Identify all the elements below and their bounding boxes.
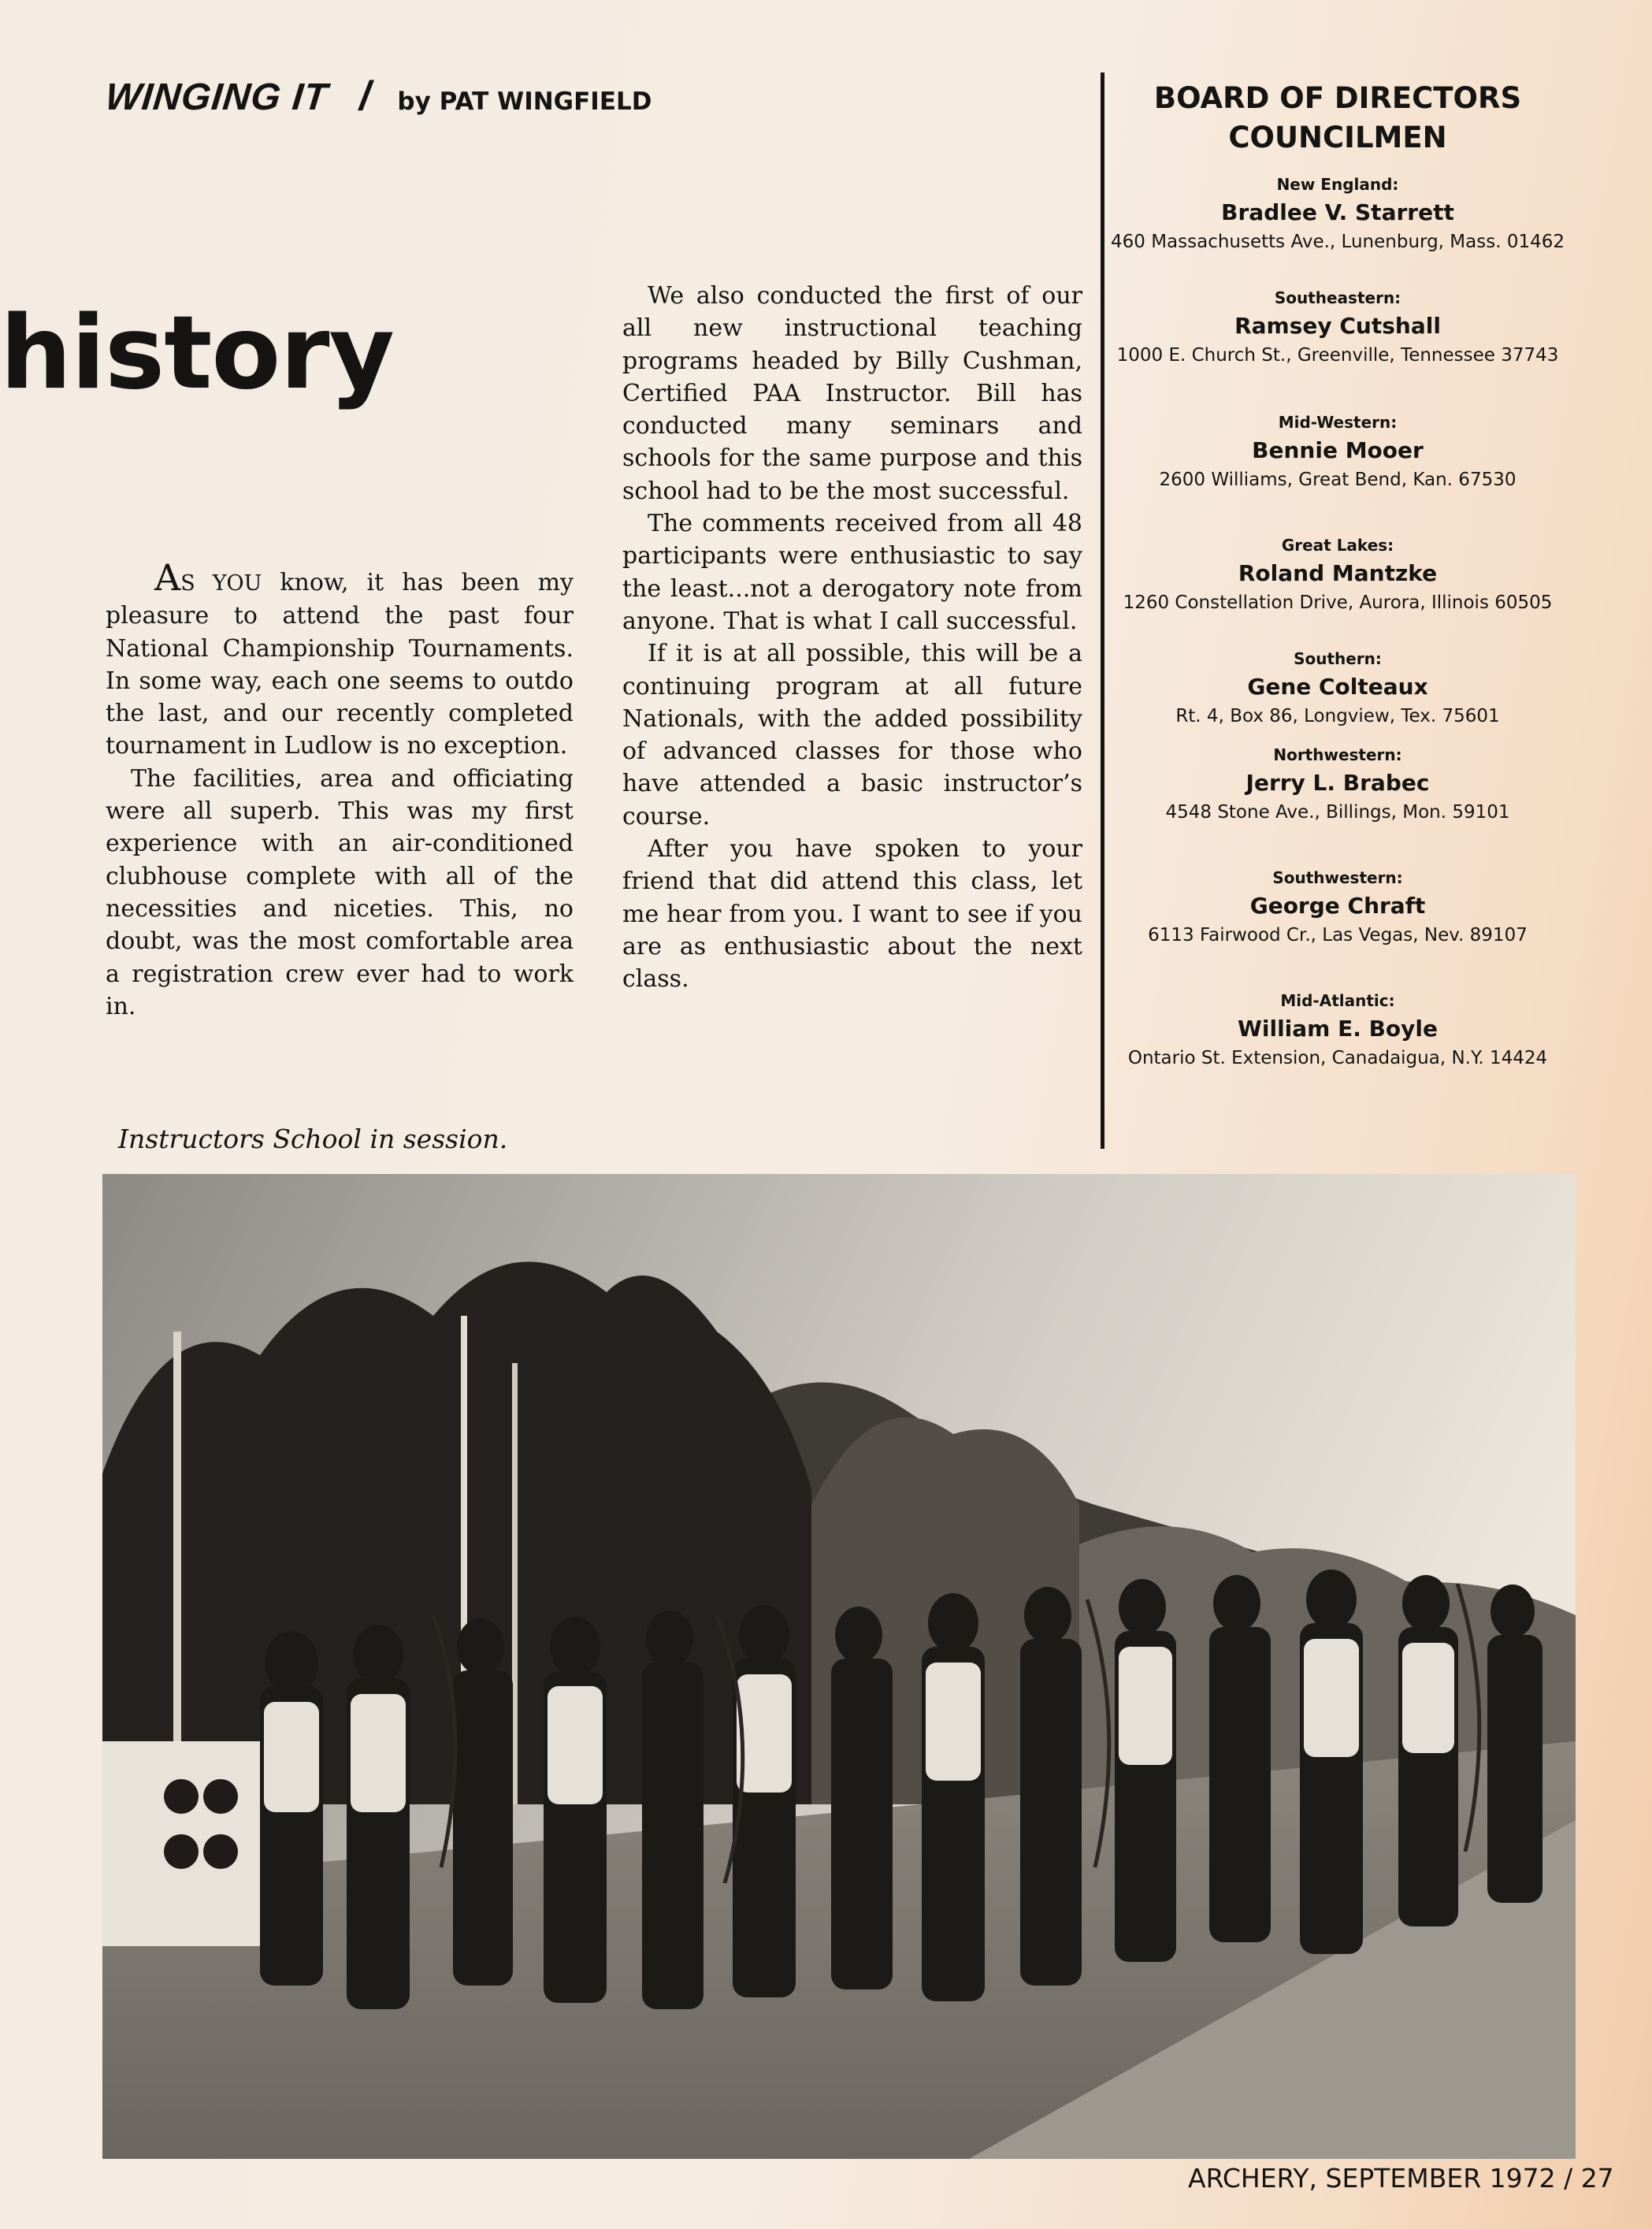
member-address: 2600 Williams, Great Bend, Kan. 67530 (1159, 470, 1516, 490)
member-region: Great Lakes: (1281, 536, 1394, 555)
article-column-right (622, 280, 1082, 996)
article-paragraph: If it is at all possible, this will be a continuing program at all future Nationals, with the added possibility of advanced classes for those who have attended a basic instructor’s course. (622, 640, 1082, 830)
member-address: 1000 E. Church St., Greenville, Tennessee 37743 (1116, 345, 1559, 366)
board-member (1108, 172, 1568, 255)
board-member (1108, 742, 1568, 826)
photo-caption: Instructors School in session. (118, 1124, 508, 1154)
member-name: George Chraft (1249, 893, 1426, 919)
member-name: Bennie Mooer (1252, 437, 1424, 463)
page-footer: ARCHERY, SEPTEMBER 1972 / 27 (1188, 2163, 1614, 2194)
drop-cap: A (154, 556, 181, 599)
board-title (1108, 79, 1568, 158)
article-paragraph: We also conducted the first of our all new instructional teaching programs headed by Billy Cushman, Certified PAA Instructor. Bill has conducted many seminars and schools for the same purpose and this school had to be the most successful. (622, 282, 1082, 505)
board-member (1108, 988, 1568, 1072)
member-name: Ramsey Cutshall (1234, 313, 1441, 339)
member-address: 4548 Stone Ave., Billings, Mon. 59101 (1165, 802, 1510, 823)
small-caps-lead: S YOU (180, 571, 262, 596)
board-title-line: COUNCILMEN (1228, 121, 1447, 154)
member-region: Southern: (1294, 649, 1382, 668)
article-paragraph: The comments received from all 48 participants were enthusiastic to say the least...not a derogatory note from anyone. That is what I call successful. (622, 510, 1082, 635)
member-address: Rt. 4, Box 86, Longview, Tex. 75601 (1175, 706, 1500, 726)
member-region: Mid-Western: (1278, 413, 1398, 432)
column-header (103, 72, 652, 120)
member-region: Southeastern: (1274, 288, 1401, 307)
member-name: William E. Boyle (1237, 1016, 1439, 1042)
board-member (1108, 285, 1568, 369)
column-name: WINGING IT (103, 76, 330, 118)
member-name: Bradlee V. Starrett (1221, 199, 1454, 225)
article-paragraph: The facilities, area and officiating were all superb. This was my first experience with an air-conditioned clubhouse complete with all of the necessities and niceties. This, no doubt, was the most comfortable area a registration crew ever had to work in. (106, 764, 574, 1020)
first-paragraph-text: know, it has been my pleasure to attend the past four National Championship Tournaments. In some way, each one seems to outdo the last, and our recently completed tournament in Ludlow is no exception. (106, 569, 574, 760)
member-region: Northwestern: (1273, 745, 1402, 764)
article-paragraph: After you have spoken to your friend that did attend this class, let me hear from you. I want to see if you are as enthusiastic about the next class. (622, 835, 1082, 994)
member-address: 460 Massachusetts Ave., Lunenburg, Mass. 01462 (1111, 232, 1565, 252)
member-name: Roland Mantzke (1238, 560, 1438, 586)
member-address: 6113 Fairwood Cr., Las Vegas, Nev. 89107 (1148, 925, 1528, 945)
board-title-line: BOARD OF DIRECTORS (1153, 81, 1522, 115)
member-region: New England: (1276, 175, 1399, 194)
header-separator: / (358, 73, 371, 119)
article-headline: history (0, 295, 394, 412)
photo-illustration (102, 1174, 1576, 2159)
member-region: Mid-Atlantic: (1280, 991, 1395, 1010)
member-address: 1260 Constellation Drive, Aurora, Illinois 60505 (1123, 593, 1553, 613)
board-member (1108, 646, 1568, 730)
board-of-directors (1108, 79, 1568, 1072)
column-divider (1101, 72, 1104, 1149)
member-name: Gene Colteaux (1247, 674, 1428, 700)
instructors-school-photo (102, 1174, 1576, 2159)
member-address: Ontario St. Extension, Canadaigua, N.Y. 14424 (1127, 1048, 1548, 1068)
member-name: Jerry L. Brabec (1245, 770, 1430, 796)
board-member (1108, 410, 1568, 493)
article-paragraph-first (106, 556, 574, 763)
board-member (1108, 533, 1568, 616)
byline: by PAT WINGFIELD (397, 87, 652, 116)
board-member (1108, 865, 1568, 949)
article-column-left (106, 556, 574, 1023)
member-region: Southwestern: (1272, 868, 1403, 887)
